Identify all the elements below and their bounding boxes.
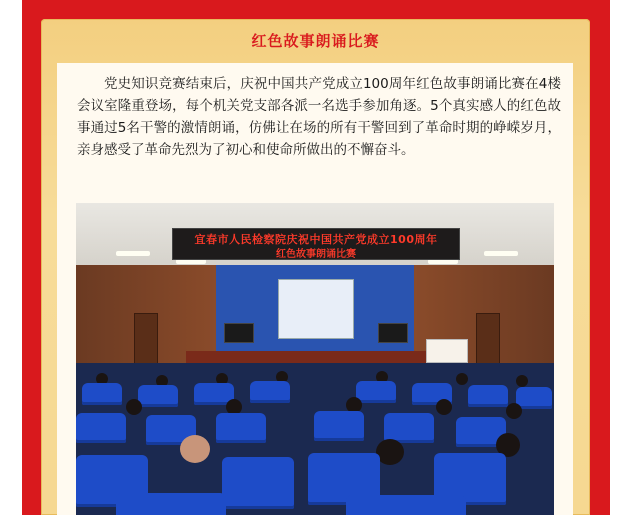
audience-head bbox=[436, 399, 452, 415]
wall-tv bbox=[224, 323, 254, 343]
audience-seat bbox=[222, 457, 294, 509]
door bbox=[134, 313, 158, 365]
section-title: 红色故事朗诵比赛 bbox=[251, 31, 380, 50]
audience-head bbox=[126, 399, 142, 415]
audience-seat bbox=[76, 413, 126, 443]
audience-seat bbox=[346, 495, 466, 515]
audience-head bbox=[506, 403, 522, 419]
led-banner bbox=[172, 228, 460, 260]
audience-head bbox=[180, 435, 210, 463]
audience-seat bbox=[356, 381, 396, 403]
banner-line-2: 红色故事朗诵比赛 bbox=[276, 249, 356, 260]
ceiling-light bbox=[116, 251, 150, 256]
door bbox=[476, 313, 500, 365]
audience-head bbox=[456, 373, 468, 385]
section-title-bar bbox=[41, 19, 590, 61]
audience-head bbox=[516, 375, 528, 387]
audience-seat bbox=[138, 385, 178, 407]
event-photo bbox=[76, 203, 554, 515]
audience-seat bbox=[516, 387, 552, 409]
ceiling-light bbox=[484, 251, 518, 256]
wall-tv bbox=[378, 323, 408, 343]
stage-sign bbox=[426, 339, 468, 363]
audience-head bbox=[376, 439, 404, 465]
article-paragraph: 党史知识竞赛结束后，庆祝中国共产党成立100周年红色故事朗诵比赛在4楼会议室隆重登场，每个机关党支部各派一名选手参加角逐。5个真实感人的红色故事通过5名干警的激情朗诵，仿佛让在场的所有干警回到了革命时期的峥嵘岁月，亲身感受了革命先烈为了初心和使命所做出的不懈奋斗。 bbox=[77, 76, 561, 158]
audience-seat bbox=[314, 411, 364, 441]
article-panel bbox=[41, 19, 590, 515]
audience-seat bbox=[216, 413, 266, 443]
audience-seat bbox=[250, 381, 290, 403]
audience-seat bbox=[82, 383, 122, 405]
audience-seat bbox=[468, 385, 508, 407]
article-content bbox=[57, 63, 573, 515]
audience-seat bbox=[116, 493, 226, 515]
banner-line-1: 宜春市人民检察院庆祝中国共产党成立100周年 bbox=[194, 233, 438, 246]
projection-screen bbox=[278, 279, 354, 339]
